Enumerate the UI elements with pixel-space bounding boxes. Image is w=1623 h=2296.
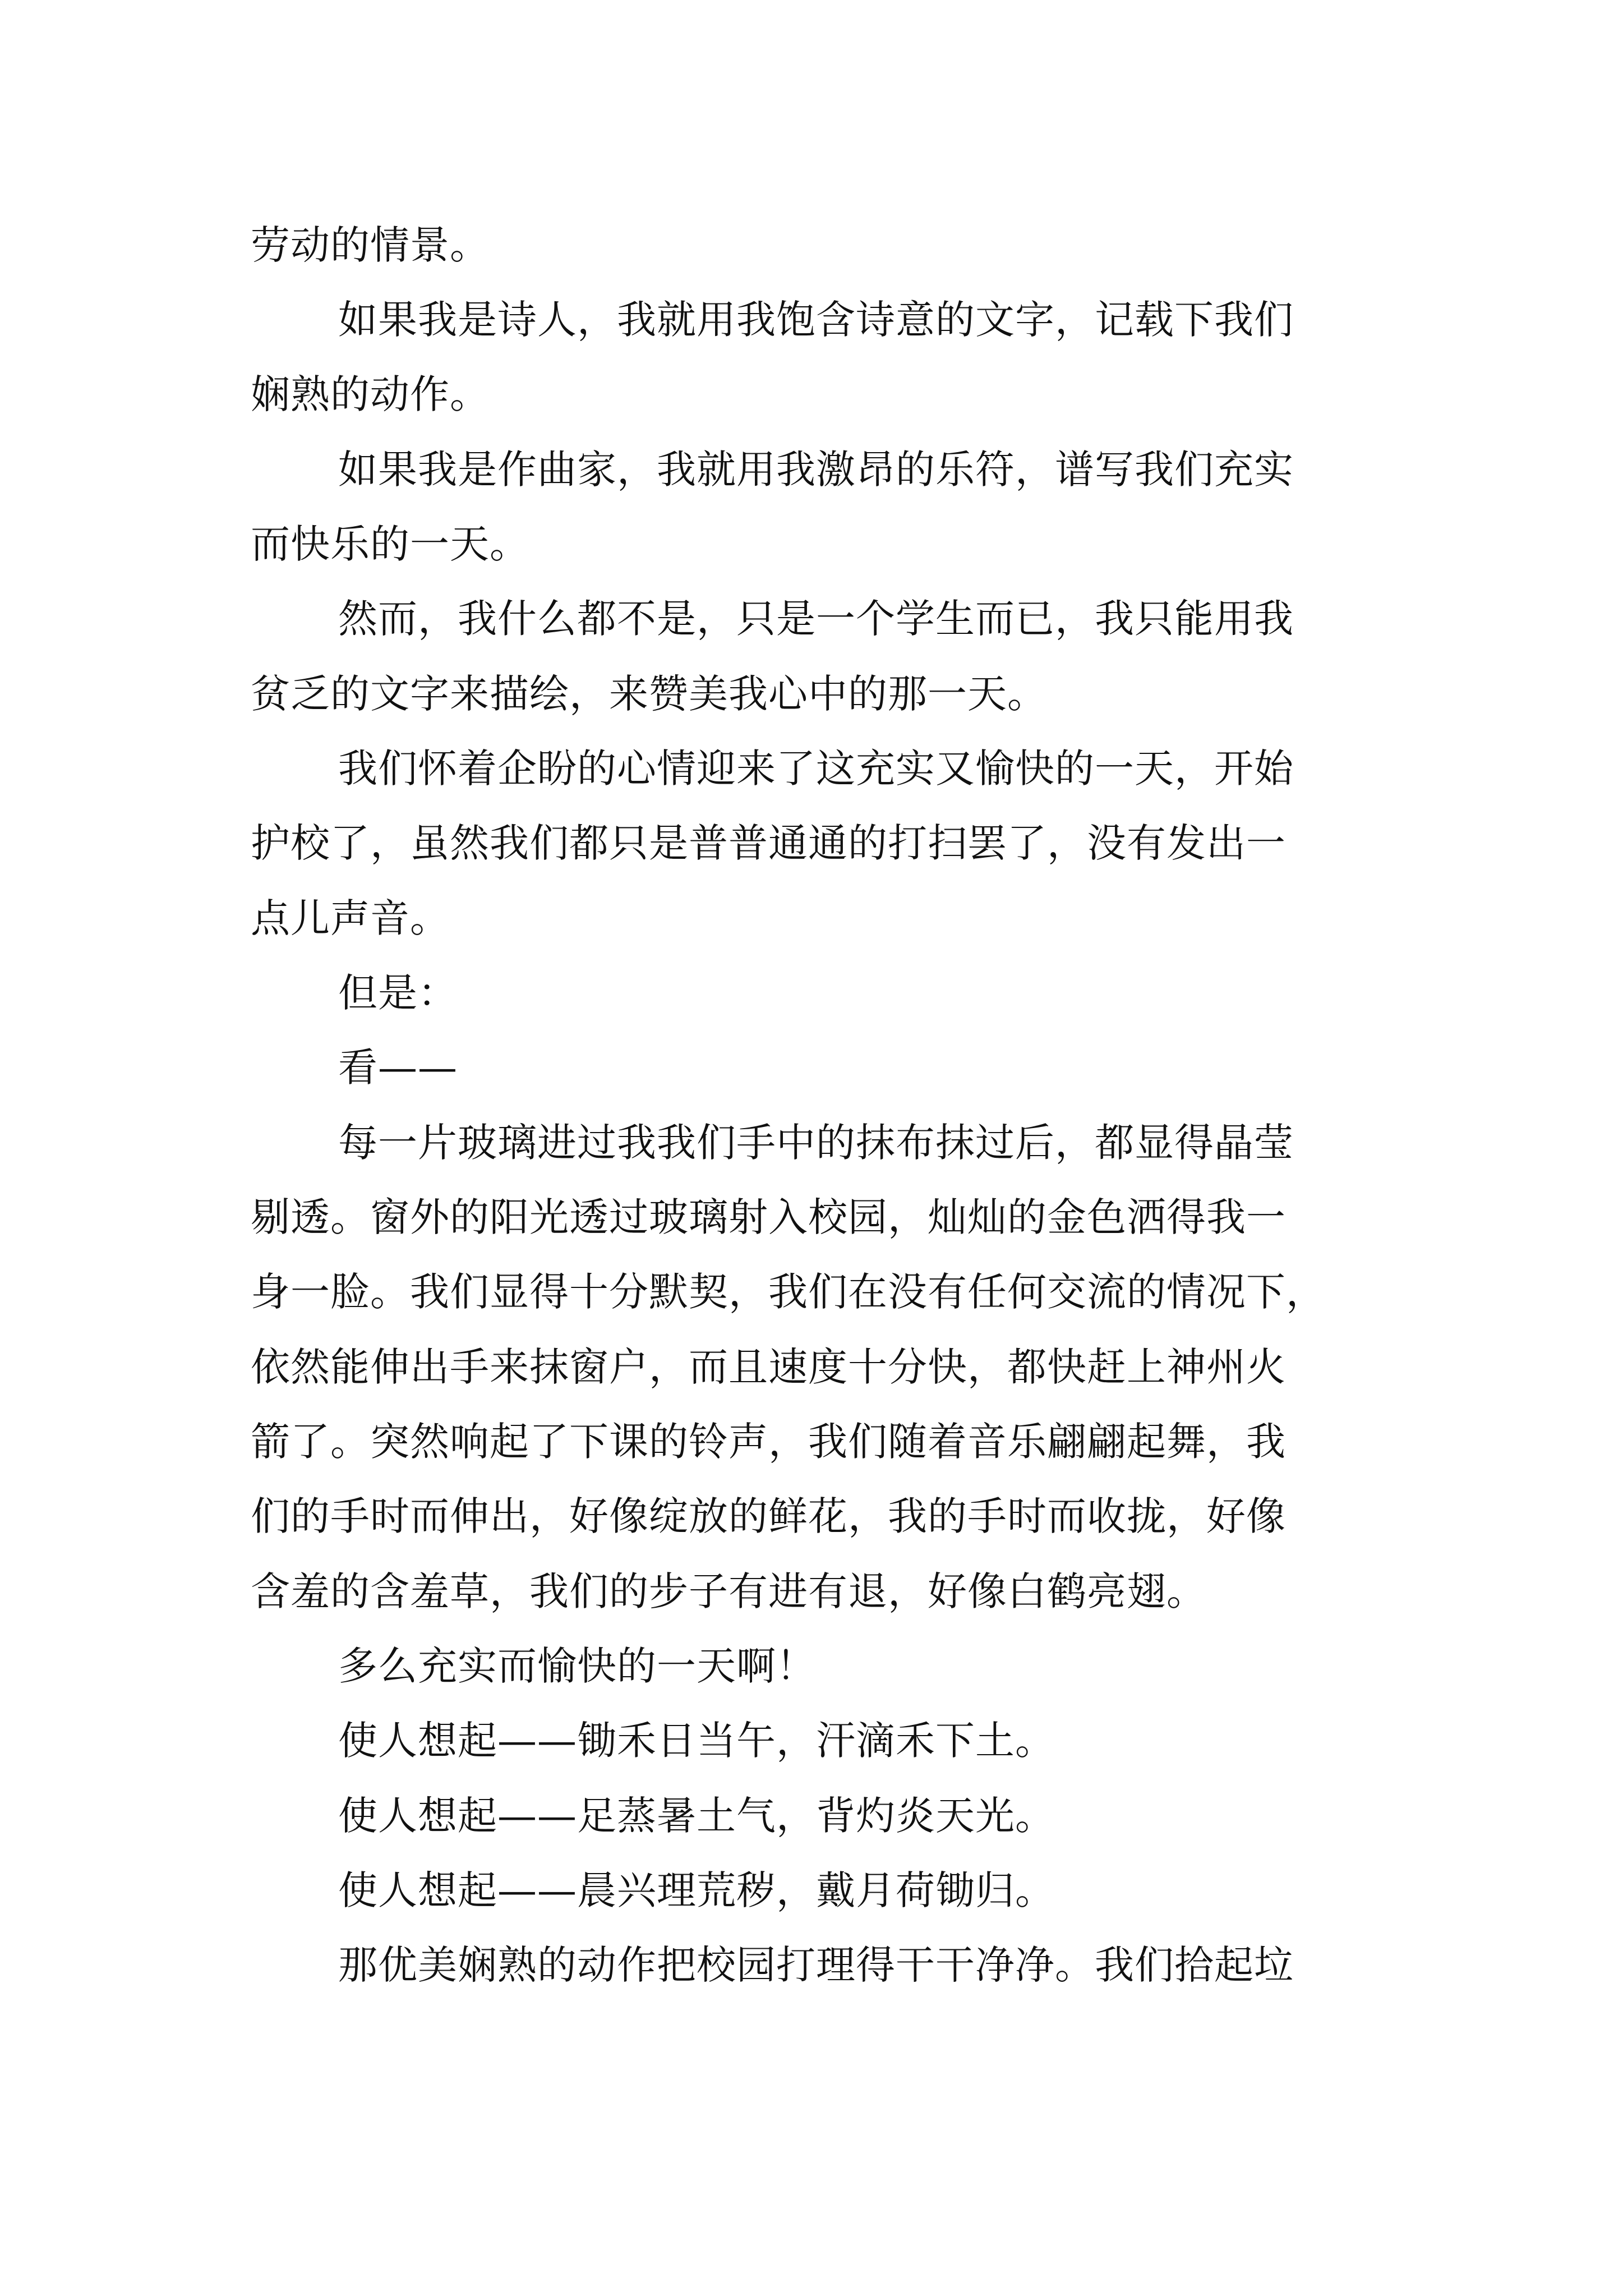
text-line: 贫乏的文字来描绘，来赞美我心中的那一天。 (251, 671, 1047, 717)
paragraph-start-line: 每一片玻璃进过我我们手中的抹布抹过后，都显得晶莹 (338, 1120, 1294, 1166)
paragraph-start-line: 使人想起——晨兴理荒秽，戴月荷锄归。 (338, 1867, 1055, 1913)
text-line: 箭了。突然响起了下课的铃声，我们随着音乐翩翩起舞，我 (251, 1419, 1286, 1465)
paragraph-start-line: 然而，我什么都不是，只是一个学生而已，我只能用我 (338, 596, 1294, 642)
paragraph-start-line: 那优美娴熟的动作把校园打理得干干净净。我们拾起垃 (338, 1942, 1294, 1988)
text-line: 劳动的情景。 (251, 222, 490, 268)
text-line: 含羞的含羞草，我们的步子有进有退，好像白鹤亮翅。 (251, 1568, 1206, 1614)
text-line: 依然能伸出手来抹窗户，而且速度十分快，都快赶上神州火 (251, 1344, 1286, 1390)
text-line: 点儿声音。 (251, 895, 450, 941)
paragraph-start-line: 但是： (338, 970, 458, 1016)
text-line: 娴熟的动作。 (251, 371, 490, 417)
paragraph-start-line: 使人想起——足蒸暑土气，背灼炎天光。 (338, 1793, 1055, 1839)
paragraph-start-line: 多么充实而愉快的一天啊！ (338, 1643, 816, 1689)
paragraph-start-line: 看—— (338, 1045, 458, 1091)
text-line: 身一脸。我们显得十分默契，我们在没有任何交流的情况下， (251, 1269, 1326, 1315)
paragraph-start-line: 我们怀着企盼的心情迎来了这充实又愉快的一天，开始 (338, 746, 1294, 792)
paragraph-start-line: 如果我是作曲家，我就用我激昂的乐符，谱写我们充实 (338, 447, 1294, 493)
text-line: 们的手时而伸出，好像绽放的鲜花，我的手时而收拢，好像 (251, 1493, 1286, 1539)
text-line: 而快乐的一天。 (251, 521, 529, 567)
paragraph-start-line: 使人想起——锄禾日当午，汗滴禾下土。 (338, 1718, 1055, 1764)
paragraph-start-line: 如果我是诗人，我就用我饱含诗意的文字，记载下我们 (338, 297, 1294, 343)
text-line: 剔透。窗外的阳光透过玻璃射入校园，灿灿的金色洒得我一 (251, 1194, 1286, 1240)
text-line: 护校了，虽然我们都只是普普通通的打扫罢了，没有发出一 (251, 820, 1286, 866)
